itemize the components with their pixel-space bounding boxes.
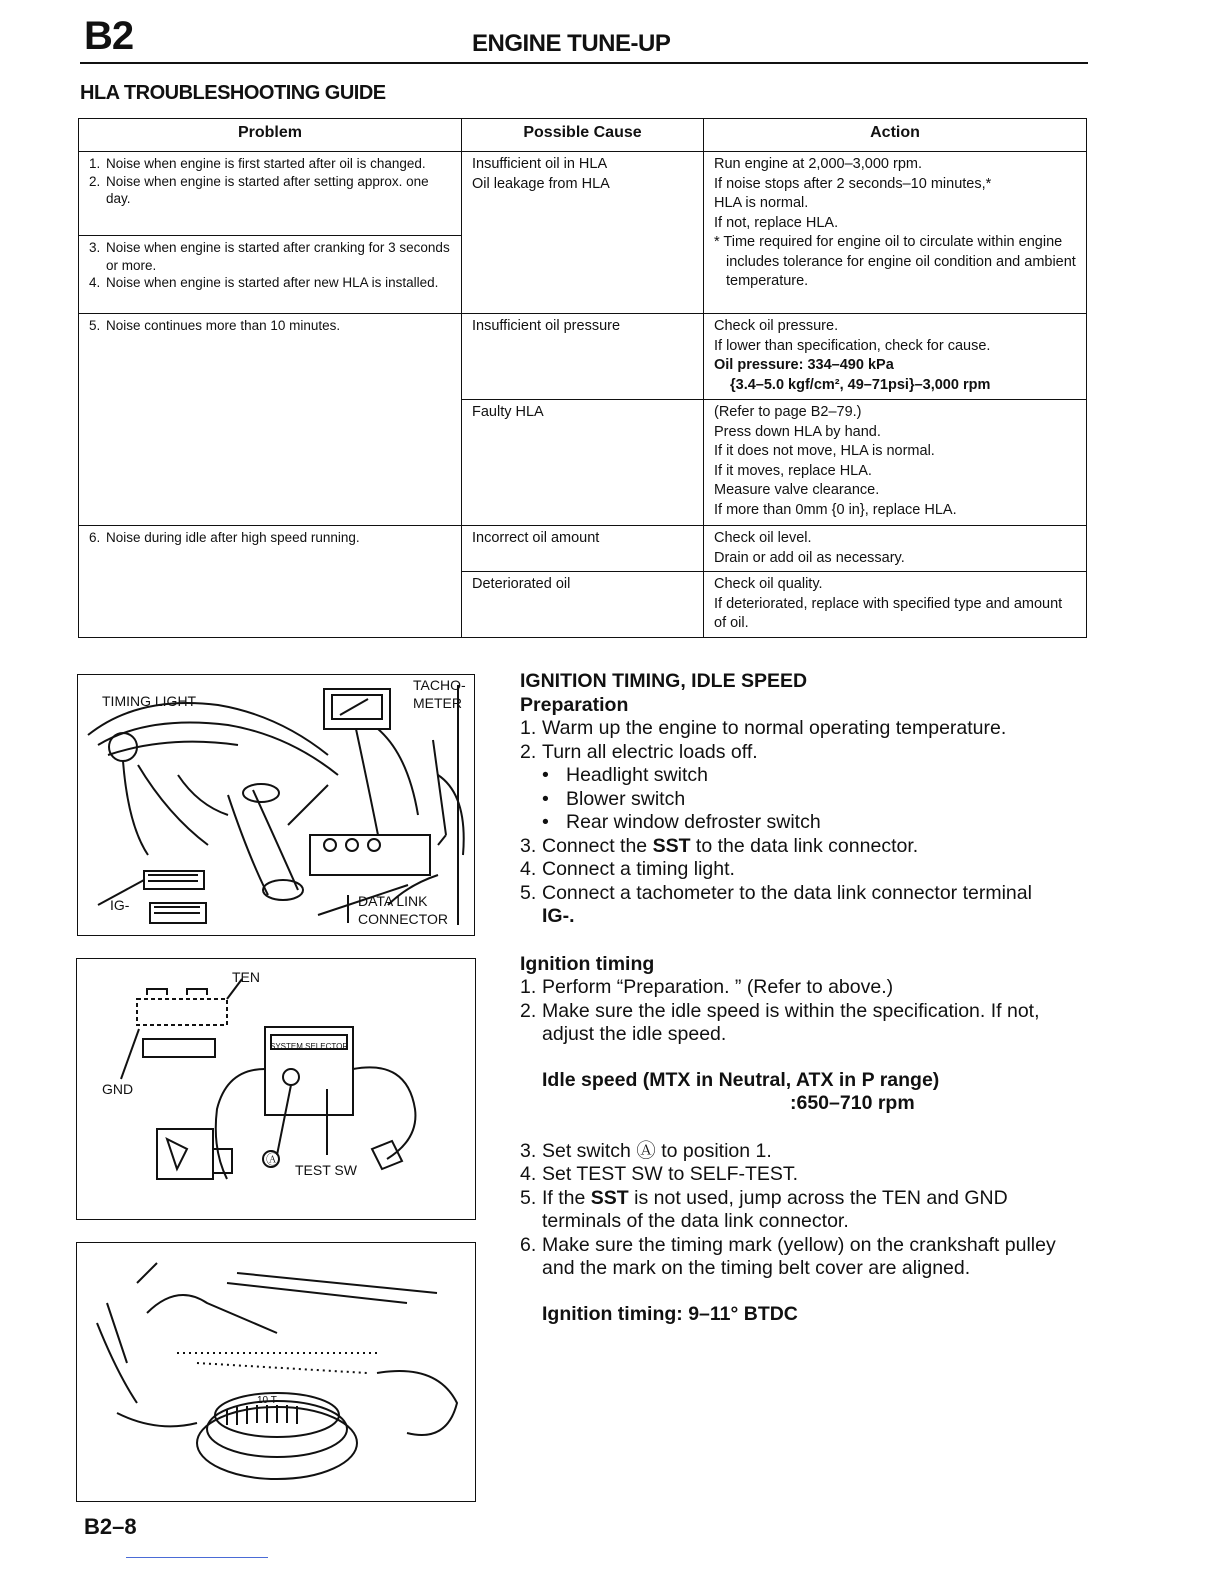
figure-system-selector [76, 958, 476, 1220]
cause-cell: Incorrect oil amount [462, 526, 704, 572]
list-item: 5. If the SST is not used, jump across the TEN and GND terminals of the data link connector. [520, 1186, 1008, 1232]
figure-timing-mark [76, 1242, 476, 1502]
problem-cell [79, 236, 462, 314]
column-header-cause: Possible Cause [462, 119, 704, 152]
action-cell: Check oil level. Drain or add oil as necessary. [704, 526, 1087, 572]
cause-cell: Insufficient oil in HLA Oil leakage from HLA [462, 152, 704, 314]
hla-troubleshooting-table [78, 118, 1087, 638]
action-cell: Check oil quality. If deteriorated, replace with specified type and amount of oil. [704, 572, 1087, 638]
problem-item: 1. Noise when engine is first started after oil is changed. [89, 156, 426, 171]
section-code: B2 [84, 14, 134, 58]
cause-cell: Deteriorated oil [462, 572, 704, 638]
action-cell: Run engine at 2,000–3,000 rpm. If noise stops after 2 seconds–10 minutes,* HLA is normal. If not, replace HLA. * Time required for engine oil to circulate within engine includes tolerance for engine oil condition and ambient temperature. [704, 152, 1087, 314]
problem-cell [79, 152, 462, 236]
crankshaft-pulley-illustration [77, 1243, 475, 1501]
label-a-mark: Ⓐ [266, 1152, 280, 1167]
cause-cell: Insufficient oil pressure [462, 314, 704, 400]
figure-timing-light-setup [77, 674, 475, 936]
column-header-action: Action [704, 119, 1087, 152]
action-cell: Check oil pressure. If lower than specification, check for cause. Oil pressure: 334–490 kPa {3.4–5.0 kgf/cm², 49–71psi}–3,000 rpm [704, 314, 1087, 400]
ignition-timing-spec: Ignition timing: 9–11° BTDC [542, 1302, 798, 1325]
table-header-row [79, 119, 1087, 152]
label-system-selector: SYSTEM SELECTOR [270, 1042, 349, 1051]
problem-item: 2. Noise when engine is started after setting approx. one day. [89, 173, 429, 206]
list-item: 4. Connect a timing light. [520, 858, 735, 880]
label-gnd: GND [102, 1081, 134, 1097]
bullet-item: • Blower switch [542, 787, 686, 810]
table-row [79, 314, 1087, 400]
label-ten: TEN [232, 969, 260, 985]
label-connector: CONNECTOR [358, 911, 448, 927]
label-data-link: DATA LINK [358, 893, 428, 909]
bullet-item: • Headlight switch [542, 764, 708, 786]
footnote: * Time required for engine oil to circulate within engine includes tolerance for engine oil condition and ambient temperature. [714, 234, 1076, 289]
ignition-timing-title: Ignition timing [520, 952, 655, 975]
preparation-title: Preparation [520, 693, 629, 716]
label-ig: IG- [110, 897, 130, 913]
cause-cell: Faulty HLA [462, 400, 704, 526]
idle-speed-value: :650–710 rpm [790, 1092, 915, 1114]
list-item: 4. Set TEST SW to SELF-TEST. [520, 1163, 799, 1185]
footer-line [126, 1557, 268, 1558]
list-item: 1. Perform “Preparation. ” (Refer to above.) [520, 976, 894, 998]
header-rule [80, 62, 1088, 64]
problem-item: 4. Noise when engine is started after new HLA is installed. [89, 275, 439, 290]
guide-title: HLA TROUBLESHOOTING GUIDE [80, 82, 386, 104]
list-item: 1. Warm up the engine to normal operating temperature. [520, 717, 1007, 739]
bullet-item: • Rear window defroster switch [542, 811, 821, 833]
problem-cell: 6. Noise during idle after high speed running. [79, 526, 462, 638]
page-heading: ENGINE TUNE-UP [472, 30, 671, 57]
label-meter: METER [413, 695, 462, 711]
ignition-timing-procedure [520, 670, 1090, 1326]
list-item: 5. Connect a tachometer to the data link connector terminal IG-. [520, 881, 1032, 927]
label-tacho: TACHO- [413, 677, 466, 693]
label-test-sw: TEST SW [295, 1162, 357, 1178]
table-row [79, 152, 1087, 236]
oil-pressure-value: {3.4–5.0 kgf/cm², 49–71psi}–3,000 rpm [730, 376, 991, 393]
page-number: B2–8 [84, 1514, 137, 1539]
problem-cell: 5. Noise continues more than 10 minutes. [79, 314, 462, 526]
oil-pressure-spec: Oil pressure: 334–490 kPa [714, 357, 894, 373]
procedure-title: IGNITION TIMING, IDLE SPEED [520, 670, 808, 692]
list-item: 3. Set switch Ⓐ to position 1. [520, 1139, 772, 1162]
list-item: 2. Turn all electric loads off. [520, 740, 758, 763]
column-header-problem: Problem [79, 119, 462, 152]
label-timing-light: TIMING LIGHT [102, 693, 197, 709]
action-cell: (Refer to page B2–79.) Press down HLA by hand. If it does not move, HLA is normal. If it moves, replace HLA. Measure valve clearance. If more than 0mm {0 in}, replace HLA. [704, 400, 1087, 526]
system-selector-illustration [77, 959, 475, 1219]
idle-speed-spec: Idle speed (MTX in Neutral, ATX in P range) [542, 1068, 940, 1091]
table-row [79, 526, 1087, 572]
list-item: 6. Make sure the timing mark (yellow) on the crankshaft pulley and the mark on the timing belt cover are aligned. [520, 1233, 1056, 1279]
list-item: 2. Make sure the idle speed is within the specification. If not, adjust the idle speed. [520, 999, 1040, 1045]
label-timing-mark: 10 T [257, 1395, 277, 1406]
list-item: 3. Connect the SST to the data link connector. [520, 834, 919, 857]
problem-item: 3. Noise when engine is started after cranking for 3 seconds or more. [89, 240, 450, 273]
